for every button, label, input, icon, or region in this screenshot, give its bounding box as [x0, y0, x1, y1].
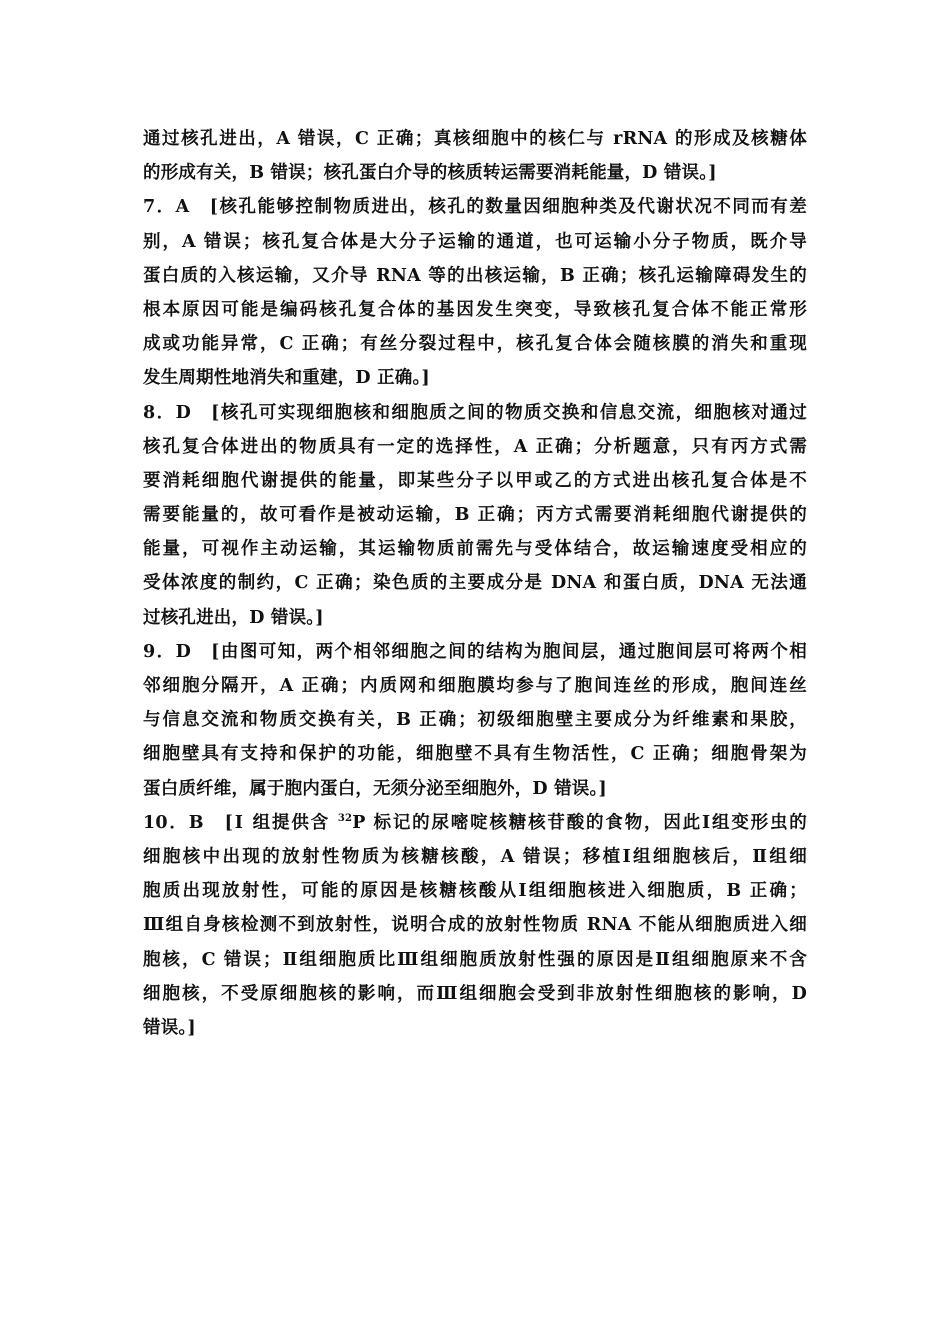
- text-line: 7．A [核孔能够控制物质进出，核孔的数量因细胞种类及代谢状况不同而有差: [143, 197, 807, 218]
- superscript-mass-number: 32: [337, 812, 353, 824]
- text-line: Ⅲ组自身核检测不到放射性，说明合成的放射性物质 RNA 不能从细胞质进入细: [143, 915, 807, 936]
- text-line: 蛋白质的入核运输，又介导 RNA 等的出核运输，B 正确；核孔运输障碍发生的: [143, 265, 807, 286]
- text-line: 蛋白质纤维，属于胞内蛋白，无须分泌至细胞外，D 错误。]: [143, 778, 607, 799]
- text-line: 细胞壁具有支持和保护的功能，细胞壁不具有生物活性，C 正确；细胞骨架为: [143, 744, 807, 765]
- text-line: 过核孔进出，D 错误。]: [143, 607, 324, 628]
- text-line: 需要能量的，故可看作是被动运输，B 正确；丙方式需要消耗细胞代谢提供的: [143, 505, 807, 526]
- text-line: 发生周期性地消失和重建，D 正确。]: [143, 368, 430, 389]
- text-line: 根本原因可能是编码核孔复合体的基因发生突变，导致核孔复合体不能正常形: [143, 299, 807, 320]
- text-line: [143, 806, 807, 840]
- text-segment: P 标记的尿嘧啶核糖核苷酸的食物，因此Ⅰ组变形虫的: [352, 812, 807, 833]
- answer-explanations: [143, 122, 807, 1045]
- text-line: 通过核孔进出，A 错误，C 正确；真核细胞中的核仁与 rRNA 的形成及核糖体: [143, 129, 807, 149]
- text-line: 胞核，C 错误；Ⅱ组细胞质比Ⅲ组细胞质放射性强的原因是Ⅱ组细胞原来不含: [143, 949, 807, 970]
- text-line: 邻细胞分隔开，A 正确；内质网和细胞膜均参与了胞间连丝的形成，胞间连丝: [143, 676, 807, 696]
- text-line: 核孔复合体进出的物质具有一定的选择性，A 正确；分析题意，只有丙方式需: [143, 436, 807, 457]
- text-line: 别，A 错误；核孔复合体是大分子运输的通道，也可运输小分子物质，既介导: [143, 231, 807, 252]
- answer-8: [143, 396, 807, 635]
- text-line: 要消耗细胞代谢提供的能量，即某些分子以甲或乙的方式进出核孔复合体是不: [143, 470, 807, 491]
- text-line: 胞质出现放射性，可能的原因是核糖核酸从Ⅰ组细胞核进入细胞质，B 正确；: [143, 881, 807, 902]
- text-line: 与信息交流和物质交换有关，B 正确；初级细胞壁主要成分为纤维素和果胶，: [143, 710, 807, 731]
- text-line: 成或功能异常，C 正确；有丝分裂过程中，核孔复合体会随核膜的消失和重现: [143, 334, 807, 355]
- text-line: 能量，可视作主动运输，其运输物质前需先与受体结合，故运输速度受相应的: [143, 539, 807, 560]
- text-segment: 10．B [Ⅰ 组提供含: [143, 812, 338, 833]
- text-line: 的形成有关，B 错误；核孔蛋白介导的核质转运需要消耗能量，D 错误。]: [143, 163, 717, 184]
- answer-6-continued: [143, 122, 807, 190]
- text-line: 细胞核中出现的放射性物质为核糖核酸，A 错误；移植Ⅰ组细胞核后，Ⅱ组细: [143, 846, 807, 867]
- text-line: 细胞核，不受原细胞核的影响，而Ⅲ组细胞会受到非放射性细胞核的影响，D: [143, 983, 807, 1004]
- answer-9: [143, 635, 807, 806]
- text-line: 错误。]: [143, 1017, 196, 1038]
- text-line: 8．D [核孔可实现细胞核和细胞质之间的物质交换和信息交流，细胞核对通过: [143, 402, 807, 423]
- text-line: 受体浓度的制约，C 正确；染色质的主要成分是 DNA 和蛋白质，DNA 无法通: [143, 573, 807, 594]
- text-line: 9．D [由图可知，两个相邻细胞之间的结构为胞间层，通过胞间层可将两个相: [143, 641, 807, 662]
- answer-7: [143, 190, 807, 395]
- answer-10: [143, 806, 807, 1045]
